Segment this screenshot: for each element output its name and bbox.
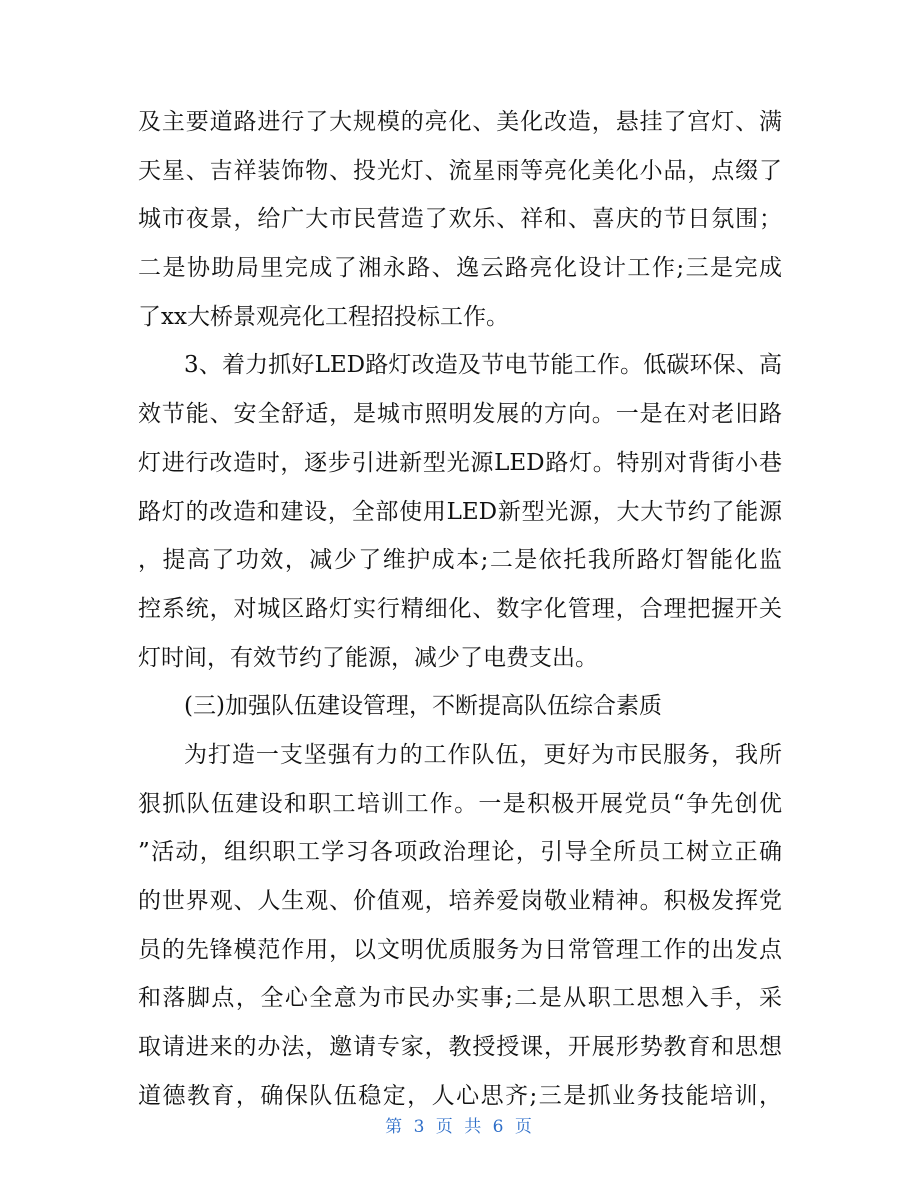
text-line: 3、着力抓好LED路灯改造及节电节能工作。低碳环保、高 <box>184 352 782 379</box>
text-line: 路灯的改造和建设，全部使用LED新型光源，大大节约了能源 <box>138 498 782 525</box>
text-line: 员的先锋模范作用，以文明优质服务为日常管理工作的出发点 <box>138 936 782 963</box>
text-line: 了xx大桥景观亮化工程招投标工作。 <box>138 303 509 330</box>
text-line: 二是协助局里完成了湘永路、逸云路亮化设计工作;三是完成 <box>138 255 782 282</box>
text-line: 为打造一支坚强有力的工作队伍，更好为市民服务，我所 <box>184 741 782 768</box>
text-line: (三)加强队伍建设管理，不断提高队伍综合素质 <box>184 693 662 720</box>
text-line: 道德教育，确保队伍稳定，人心思齐;三是抓业务技能培训， <box>138 1082 782 1109</box>
text-line: 的世界观、人生观、价值观，培养爱岗敬业精神。积极发挥党 <box>138 888 782 914</box>
text-line: 效节能、安全舒适，是城市照明发展的方向。一是在对老旧路 <box>138 401 782 428</box>
text-line: 及主要道路进行了大规模的亮化、美化改造，悬挂了宫灯、满 <box>138 109 782 135</box>
text-line: 狠抓队伍建设和职工培训工作。一是积极开展党员“争先创优 <box>138 790 782 817</box>
text-line: 天星、吉祥装饰物、投光灯、流星雨等亮化美化小品，点缀了 <box>138 157 782 184</box>
text-line: 和落脚点，全心全意为市民办实事;二是从职工思想入手，采 <box>138 985 782 1012</box>
text-line: 灯时间，有效节约了能源，减少了电费支出。 <box>138 644 598 671</box>
text-line: 灯进行改造时，逐步引进新型光源LED路灯。特别对背街小巷 <box>138 449 782 476</box>
text-line: ，提高了功效，减少了维护成本;二是依托我所路灯智能化监 <box>138 547 782 574</box>
text-line: ”活动，组织职工学习各项政治理论，引导全所员工树立正确 <box>138 839 782 866</box>
text-line: 取请进来的办法，邀请专家，教授授课，开展形势教育和思想 <box>138 1034 782 1061</box>
page-number-footer: 第 3 页 共 6 页 <box>385 1117 535 1137</box>
document-body <box>138 104 782 1126</box>
text-line: 控系统，对城区路灯实行精细化、数字化管理，合理把握开关 <box>138 595 782 622</box>
text-line: 城市夜景，给广大市民营造了欢乐、祥和、喜庆的节日氛围； <box>138 206 782 233</box>
